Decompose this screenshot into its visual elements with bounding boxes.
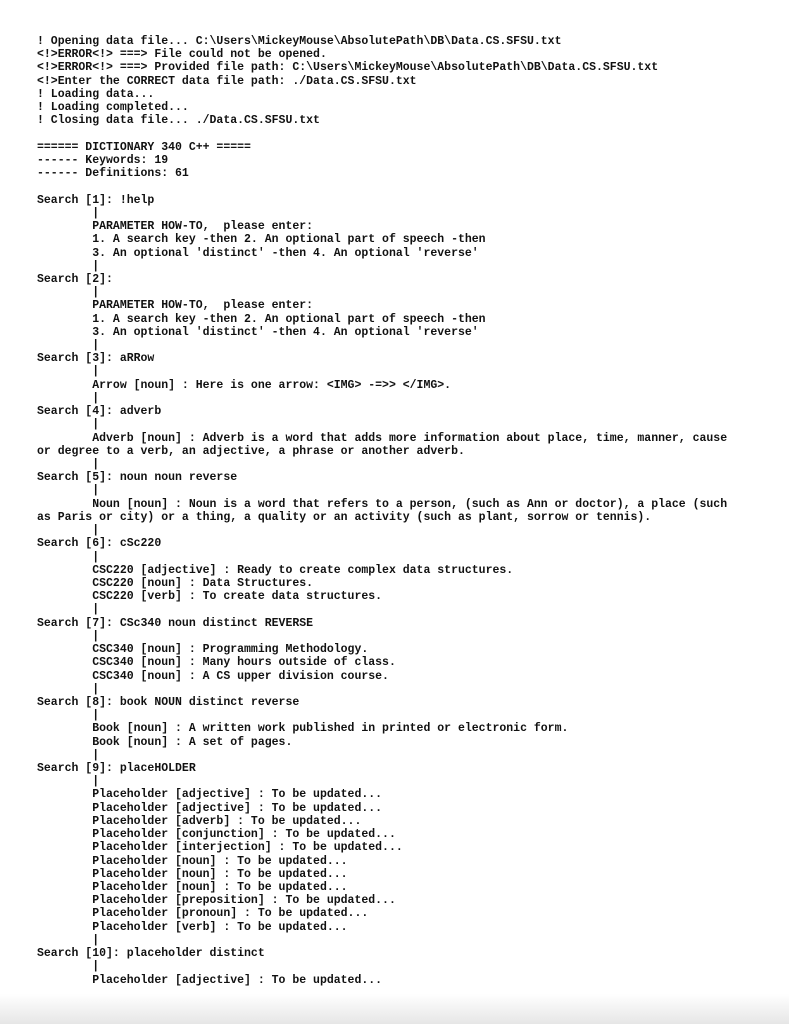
separator-line: | (37, 365, 100, 379)
output-line: ------ Keywords: 19 (37, 153, 169, 167)
output-line: Placeholder [verb] : To be updated... (37, 920, 348, 934)
output-line: Book [noun] : A written work published in printed or electronic form. (37, 722, 569, 736)
separator-line: | (37, 259, 100, 273)
output-line: CSC220 [verb] : To create data structures. (37, 590, 383, 604)
output-line: ====== DICTIONARY 340 C++ ===== (37, 140, 251, 154)
separator-line: | (37, 550, 100, 564)
separator-line: | (37, 391, 100, 405)
separator-line: | (37, 682, 100, 696)
output-line: as Paris or city) or a thing, a quality or an activity (such as plant, sorrow or tennis). (37, 510, 652, 524)
output-line: CSC340 [noun] : Many hours outside of class. (37, 656, 396, 670)
separator-line: | (37, 339, 100, 353)
separator-line: | (37, 775, 100, 789)
error-line: <!>ERROR<!> ===> Provided file path: C:\Users\MickeyMouse\AbsolutePath\DB\Data.CS.SFSU.txt (37, 61, 659, 75)
search-prompt-line: Search [2]: (37, 272, 113, 286)
output-line: ! Opening data file... C:\Users\MickeyMouse\AbsolutePath\DB\Data.CS.SFSU.txt (37, 35, 562, 48)
separator-line: | (37, 933, 100, 947)
output-line: ! Loading data... (37, 87, 155, 101)
separator-line: | (37, 524, 100, 538)
output-line: Placeholder [adverb] : To be updated... (37, 814, 362, 828)
output-line: Placeholder [adjective] : To be updated... (37, 801, 383, 815)
output-line: 3. An optional 'distinct' -then 4. An optional 'reverse' (37, 246, 479, 260)
output-line: ! Closing data file... ./Data.CS.SFSU.txt (37, 114, 320, 128)
search-prompt-line: Search [7]: CSc340 noun distinct REVERSE (37, 616, 314, 630)
page-bottom-shadow (0, 994, 789, 1024)
separator-line: | (37, 960, 100, 974)
console-output (37, 35, 727, 987)
search-prompt-line: Search [3]: aRRow (37, 352, 155, 366)
output-line: Placeholder [adjective] : To be updated... (37, 973, 383, 987)
output-line: Adverb [noun] : Adverb is a word that adds more information about place, time, manner, cause (37, 431, 728, 445)
output-line: Placeholder [noun] : To be updated... (37, 854, 348, 868)
separator-line: | (37, 484, 100, 498)
blank-line (37, 128, 727, 141)
output-line: Placeholder [noun] : To be updated... (37, 867, 348, 881)
output-line: PARAMETER HOW-TO, please enter: (37, 220, 314, 234)
output-line: Arrow [noun] : Here is one arrow: <IMG> -=>> </IMG>. (37, 378, 452, 392)
separator-line: | (37, 603, 100, 617)
error-line: <!>Enter the CORRECT data file path: ./Data.CS.SFSU.txt (37, 74, 417, 88)
separator-line: | (37, 418, 100, 432)
output-line: Placeholder [conjunction] : To be updated... (37, 828, 396, 842)
output-line: CSC340 [noun] : Programming Methodology. (37, 643, 369, 657)
separator-line: | (37, 629, 100, 643)
search-prompt-line: Search [8]: book NOUN distinct reverse (37, 695, 300, 709)
output-line: or degree to a verb, an adjective, a phrase or another adverb. (37, 444, 465, 458)
search-prompt-line: Search [1]: !help (37, 193, 155, 207)
error-line: <!>ERROR<!> ===> File could not be opened. (37, 48, 327, 62)
output-line: Book [noun] : A set of pages. (37, 735, 293, 749)
output-line: Placeholder [interjection] : To be updated... (37, 841, 403, 855)
search-prompt-line: Search [10]: placeholder distinct (37, 947, 265, 961)
search-prompt-line: Search [6]: cSc220 (37, 537, 162, 551)
search-prompt-line: Search [4]: adverb (37, 405, 162, 419)
separator-line: | (37, 748, 100, 762)
output-line: Placeholder [noun] : To be updated... (37, 881, 348, 894)
output-line: Placeholder [adjective] : To be updated... (37, 788, 383, 802)
output-line: 1. A search key -then 2. An optional part of speech -then (37, 312, 486, 326)
output-line: CSC340 [noun] : A CS upper division course. (37, 669, 389, 683)
output-line: ------ Definitions: 61 (37, 167, 189, 181)
search-prompt-line: Search [9]: placeHOLDER (37, 762, 196, 776)
separator-line: | (37, 286, 100, 300)
separator-line: | (37, 206, 100, 220)
output-line: Placeholder [pronoun] : To be updated... (37, 907, 369, 921)
search-prompt-line: Search [5]: noun noun reverse (37, 471, 238, 485)
separator-line: | (37, 458, 100, 471)
output-line: CSC220 [noun] : Data Structures. (37, 576, 314, 590)
output-line: 1. A search key -then 2. An optional part of speech -then (37, 233, 486, 247)
output-line: PARAMETER HOW-TO, please enter: (37, 299, 314, 313)
output-line: Noun [noun] : Noun is a word that refers to a person, (such as Ann or doctor), a place (such (37, 497, 728, 511)
output-line: ! Loading completed... (37, 101, 189, 115)
blank-line (37, 180, 727, 193)
separator-line: | (37, 709, 100, 723)
output-line: 3. An optional 'distinct' -then 4. An optional 'reverse' (37, 325, 479, 339)
output-line: CSC220 [adjective] : Ready to create complex data structures. (37, 563, 514, 577)
output-line: Placeholder [preposition] : To be updated... (37, 894, 396, 908)
